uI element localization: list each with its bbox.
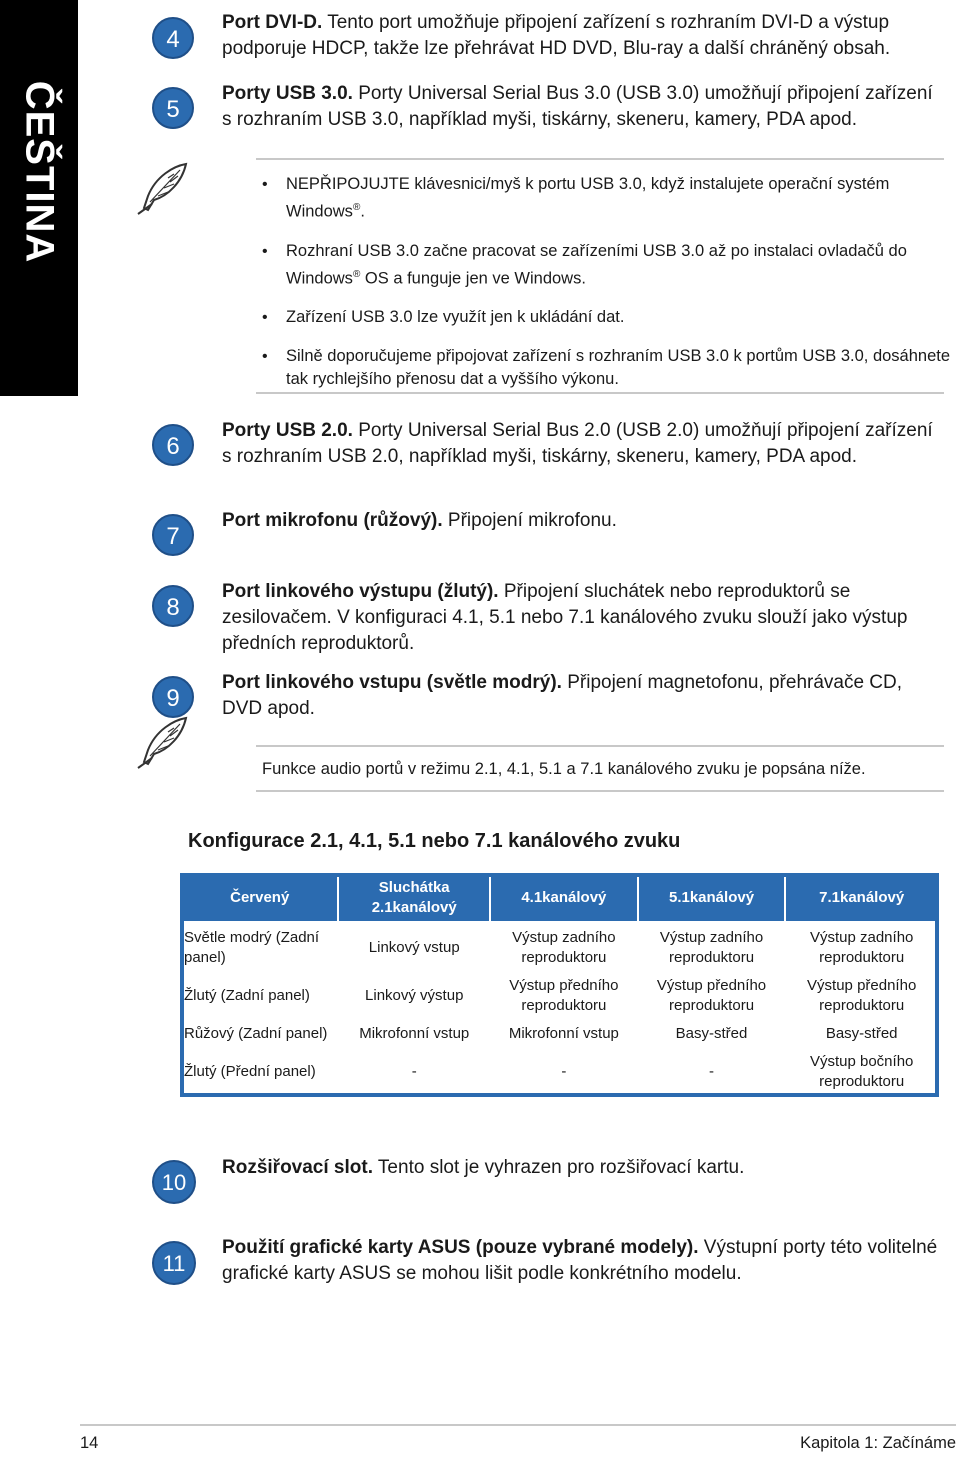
item-number-9: 9 bbox=[152, 676, 194, 718]
item-desc: Porty Universal Serial Bus 3.0 (USB 3.0) umožňují připojení zařízení s rozhraním USB 3.0, například myši, tiskárny, skeneru, kamery, PDA apod. bbox=[222, 83, 933, 130]
usb-note-item: • Zařízení USB 3.0 lze využít jen k ukládání dat. bbox=[262, 306, 952, 329]
table-cell: Výstup zadního reproduktoru bbox=[490, 922, 638, 972]
footer-divider bbox=[80, 1424, 956, 1426]
item-number-4: 4 bbox=[152, 17, 194, 59]
item-desc: Připojení sluchátek nebo reproduktorů se zesilovačem. V konfiguraci 4.1, 5.1 nebo 7.1 kanálového zvuku slouží jako výstup předních reproduktorů. bbox=[222, 581, 908, 654]
language-label: ČEŠTINA bbox=[17, 80, 62, 264]
chapter-title: Kapitola 1: Začínáme bbox=[800, 1434, 956, 1452]
table-cell: Výstup bočního reproduktoru bbox=[785, 1048, 938, 1096]
item-title: Porty USB 2.0. bbox=[222, 420, 353, 441]
table-row bbox=[181, 972, 938, 1020]
table-cell: Žlutý (Zadní panel) bbox=[181, 972, 338, 1020]
table-cell: Basy-střed bbox=[638, 1020, 786, 1048]
item-desc: Připojení mikrofonu. bbox=[442, 510, 617, 531]
config-section-title: Konfigurace 2.1, 4.1, 5.1 nebo 7.1 kanálového zvuku bbox=[188, 830, 681, 852]
table-cell: Basy-střed bbox=[785, 1020, 938, 1048]
language-side-tab bbox=[0, 0, 78, 396]
note-feather-icon bbox=[134, 158, 194, 218]
item-number-8: 8 bbox=[152, 585, 194, 627]
table-cell: Světle modrý (Zadní panel) bbox=[181, 922, 338, 972]
item-title: Port linkového vstupu (světle modrý). bbox=[222, 672, 562, 693]
table-header-cell: Sluchátka 2.1kanálový bbox=[338, 874, 490, 922]
table-cell: Výstup předního reproduktoru bbox=[490, 972, 638, 1020]
table-cell: Linkový výstup bbox=[338, 972, 490, 1020]
item-number-7: 7 bbox=[152, 514, 194, 556]
item-desc: Porty Universal Serial Bus 2.0 (USB 2.0) umožňují připojení zařízení s rozhraním USB 2.0, například myši, tiskárny, skeneru, kamery, PDA apod. bbox=[222, 420, 933, 467]
table-cell: Výstup zadního reproduktoru bbox=[785, 922, 938, 972]
usb-note-item: • NEPŘIPOJUJTE klávesnici/myš k portu USB 3.0, když instalujete operační systém Windows®. bbox=[262, 173, 952, 224]
note-bottom-divider bbox=[256, 790, 944, 792]
item-text-11 bbox=[222, 1235, 942, 1287]
table-header-cell: 4.1kanálový bbox=[490, 874, 638, 922]
item-number-5: 5 bbox=[152, 87, 194, 129]
audio-config-table bbox=[180, 873, 939, 1096]
table-cell: Výstup předního reproduktoru bbox=[638, 972, 786, 1020]
item-title: Port DVI-D. bbox=[222, 12, 323, 33]
item-number-6: 6 bbox=[152, 424, 194, 466]
usb-note-item: • Silně doporučujeme připojovat zařízení s rozhraním USB 3.0 k portům USB 3.0, dosáhnete tak rychlejšího přenosu dat a vyššího výkonu. bbox=[262, 345, 952, 391]
table-row bbox=[181, 1020, 938, 1048]
table-cell: Výstup předního reproduktoru bbox=[785, 972, 938, 1020]
note-bottom-divider bbox=[256, 392, 944, 394]
table-cell: Výstup zadního reproduktoru bbox=[638, 922, 786, 972]
item-desc: Výstupní porty této volitelné grafické karty ASUS se mohou lišit podle konkrétního modelu. bbox=[222, 1237, 938, 1284]
item-text-9 bbox=[222, 670, 942, 722]
item-desc: Tento port umožňuje připojení zařízení s rozhraním DVI-D a výstup podporuje HDCP, takže lze přehrávat HD DVD, Blu-ray a další chráněný obsah. bbox=[222, 12, 891, 59]
table-cell: Mikrofonní vstup bbox=[338, 1020, 490, 1048]
page-number: 14 bbox=[80, 1434, 99, 1452]
table-cell: Žlutý (Přední panel) bbox=[181, 1048, 338, 1096]
table-cell: - bbox=[638, 1048, 786, 1096]
item-text-5 bbox=[222, 81, 942, 133]
table-cell: Mikrofonní vstup bbox=[490, 1020, 638, 1048]
note-top-divider bbox=[256, 745, 944, 747]
table-row bbox=[181, 922, 938, 972]
item-title: Použití grafické karty ASUS (pouze vybrané modely). bbox=[222, 1237, 699, 1258]
table-header-cell: 5.1kanálový bbox=[638, 874, 786, 922]
item-text-4 bbox=[222, 10, 942, 62]
note-top-divider bbox=[256, 158, 944, 160]
table-header-cell: 7.1kanálový bbox=[785, 874, 938, 922]
table-cell: - bbox=[338, 1048, 490, 1096]
table-cell: Linkový vstup bbox=[338, 922, 490, 972]
item-text-7 bbox=[222, 508, 942, 534]
usb-note-item: • Rozhraní USB 3.0 začne pracovat se zařízeními USB 3.0 až po instalaci ovladačů do Windows® OS a funguje jen ve Windows. bbox=[262, 240, 952, 291]
audio-note-text: Funkce audio portů v režimu 2.1, 4.1, 5.1 a 7.1 kanálového zvuku je popsána níže. bbox=[262, 760, 866, 778]
table-row bbox=[181, 1048, 938, 1096]
usb-notes-list bbox=[262, 173, 952, 407]
item-number-11: 11 bbox=[152, 1241, 196, 1285]
item-title: Rozšiřovací slot. bbox=[222, 1157, 373, 1178]
item-title: Porty USB 3.0. bbox=[222, 83, 353, 104]
item-text-6 bbox=[222, 418, 942, 470]
item-title: Port linkového výstupu (žlutý). bbox=[222, 581, 499, 602]
item-desc: Připojení magnetofonu, přehrávače CD, DVD apod. bbox=[222, 672, 903, 719]
item-text-10 bbox=[222, 1155, 942, 1181]
item-text-8 bbox=[222, 579, 942, 657]
table-header-cell: Červený bbox=[181, 874, 338, 922]
table-cell: - bbox=[490, 1048, 638, 1096]
table-cell: Růžový (Zadní panel) bbox=[181, 1020, 338, 1048]
item-title: Port mikrofonu (růžový). bbox=[222, 510, 443, 531]
table-header-row bbox=[181, 874, 938, 922]
item-number-10: 10 bbox=[152, 1160, 196, 1204]
note-feather-icon bbox=[134, 712, 194, 772]
item-desc: Tento slot je vyhrazen pro rozšiřovací kartu. bbox=[373, 1157, 745, 1178]
